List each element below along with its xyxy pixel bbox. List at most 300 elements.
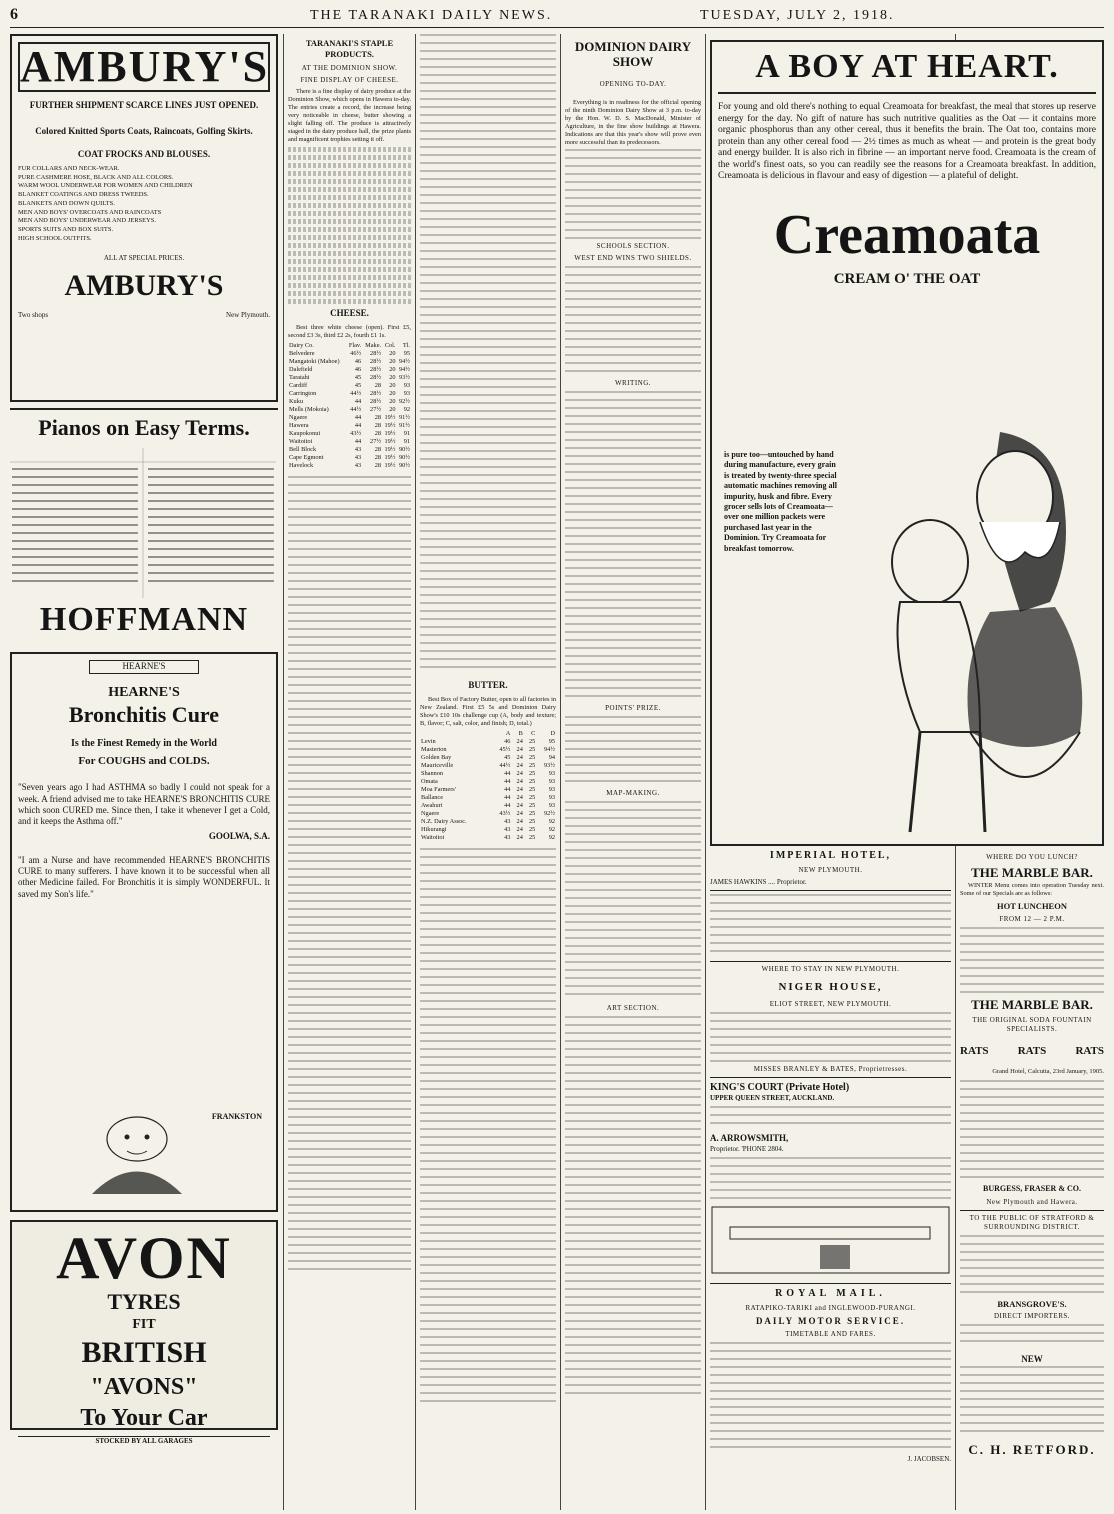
creamoata-body: For young and old there's nothing to equal Creamoata for breakfast, the meal that stores up reserve energy for the day. No gift of nature has such nutritive qualities as the Oat — it contains more organic phosphorus than any other cereal, thus it benefits the brain. The Oat too, contains more protein than any other cereal food — 2½ times as much as wheat — and protein is the great body and energy builder. It is also rich in fibrine — an important nerve food. Creamoata is the cream of the world's finest oats, so you can readily see the reasons for a Creamoata breakfast. In addition, Creamoata is delicious in flavour and easy of digestion — a plateful of delight. [718, 102, 1096, 182]
bransgrove-text [960, 1324, 1104, 1348]
writing-heading: WRITING. [614, 379, 652, 388]
avon-fit: FIT [132, 1317, 156, 1333]
hearnes-tagline: Is the Finest Remedy in the World [71, 737, 217, 749]
new-text [960, 1366, 1104, 1436]
text-line [288, 211, 411, 216]
imperial-text [710, 894, 951, 958]
table-cell: 27½ [370, 438, 382, 446]
table-cell: 24 [516, 745, 523, 753]
table-cell: Cardiff [289, 381, 308, 389]
marble-lunch: HOT LUNCHEON [997, 900, 1067, 911]
hearnes-title: HEARNE'S [108, 684, 180, 700]
table-row [420, 818, 556, 826]
column-rule [560, 34, 561, 1510]
table-cell: 95 [403, 349, 410, 357]
bransgrove-sub: DIRECT IMPORTERS. [993, 1312, 1070, 1321]
table-cell: 25 [529, 794, 536, 802]
pianos-price-grid [10, 448, 276, 598]
marble-title: THE MARBLE BAR. [971, 864, 1093, 880]
table-cell: 93 [403, 381, 410, 389]
table-header [420, 730, 492, 738]
table-cell: 44 [504, 786, 511, 794]
amburys-headline: FURTHER SHIPMENT SCARCE LINES JUST OPENED. [29, 100, 259, 111]
butter-heading: BUTTER. [468, 680, 508, 690]
rats-word: RATS [960, 1045, 989, 1058]
table-row [420, 778, 556, 786]
burgess-name: BURGESS, FRASER & CO. [982, 1184, 1081, 1194]
retford-name: C. H. RETFORD. [968, 1441, 1096, 1457]
table-cell: 28 [374, 446, 382, 454]
table-cell: 19½ [384, 438, 396, 446]
column-2 [288, 34, 411, 1510]
table-cell: Kuku [289, 397, 303, 405]
table-cell: 44 [354, 397, 362, 405]
table-cell: 45½ [499, 745, 511, 753]
table-cell: 94½ [398, 365, 410, 373]
table-cell: 28½ [370, 349, 382, 357]
table-cell: Havelock [289, 462, 314, 470]
table-cell: 43½ [350, 430, 362, 438]
column-3 [420, 34, 556, 1510]
table-cell: Waitoitoi [289, 438, 313, 446]
table-cell: 44 [354, 422, 362, 430]
table-cell: 20 [389, 397, 396, 405]
column-rule [283, 34, 284, 1510]
table-row [420, 802, 556, 810]
hearnes-quote-2: "I am a Nurse and have recommended HEARNE'S BRONCHITIS CURE to many sufferers. I have known it to be successful when all other Medicine failed. For Bronchitis it is simply WONDERFUL. It saved my Son's life." [18, 854, 270, 899]
column-4 [565, 34, 701, 1510]
table-row [288, 454, 411, 462]
map-text [565, 801, 701, 1001]
table-cell: 90½ [398, 446, 410, 454]
avon-avons: "AVONS" [90, 1374, 198, 1401]
text-line [288, 219, 411, 224]
schools-text [565, 266, 701, 376]
table-cell: 44 [354, 438, 362, 446]
table-cell: 91 [403, 430, 410, 438]
table-cell: 24 [516, 802, 523, 810]
table-cell: 19½ [384, 446, 396, 454]
table-row [288, 406, 411, 414]
table-cell: 24 [516, 794, 523, 802]
table-cell: 28½ [370, 397, 382, 405]
points-text [565, 716, 701, 786]
royal-mail-service: DAILY MOTOR SERVICE. [755, 1315, 906, 1326]
amburys-item: BLANKETS AND DOWN QUILTS. [18, 199, 115, 207]
table-cell: 44 [504, 794, 511, 802]
text-line [288, 155, 411, 160]
table-cell: 43 [354, 462, 362, 470]
staple-intro: There is a fine display of dairy produce at the Dominion Show, which opens in Hawera to-day. The entries create a record, the increase being very noticeable in cheese, butter showing a slight falling off. The produce is attractively staged in the dairy produce hall, the prize plants and magnificent trophies setting it off. [288, 87, 411, 143]
table-cell: 44½ [350, 389, 362, 397]
new-title: NEW [1021, 1354, 1043, 1365]
imperial-proprietor: JAMES HAWKINS .... Proprietor. [710, 878, 951, 891]
table-cell: 20 [389, 349, 396, 357]
table-cell: 93 [403, 389, 410, 397]
table-cell: 94½ [398, 357, 410, 365]
text-line [288, 227, 411, 232]
table-cell: 44½ [350, 405, 362, 413]
kings-court-details [710, 1157, 951, 1205]
table-cell: 44 [504, 777, 511, 785]
table-row [420, 754, 556, 762]
amburys-item: MEN AND BOYS' OVERCOATS AND RAINCOATS [18, 208, 162, 216]
table-cell: 94 [548, 753, 555, 761]
table-cell: 19½ [384, 454, 396, 462]
kings-court-phone: Proprietor. 'PHONE 2804. [710, 1144, 784, 1153]
table-row [288, 430, 411, 438]
butter-intro: Best Box of Factory Butter, open to all factories in New Zealand. First £5 5s and Dominion Dairy Show's £10 10s challenge cup (A, body and texture; B, flavor; C, salt, color, and finish; D, total.) [420, 695, 556, 727]
bransgrove-name: BRANSGROVE'S. [997, 1298, 1067, 1309]
avon-stocked: STOCKED BY ALL GARAGES [18, 1436, 270, 1446]
table-cell: 93 [548, 777, 555, 785]
table-row [288, 366, 411, 374]
amburys-logo-footer: AMBURY'S [64, 268, 224, 302]
table-cell: 24 [516, 826, 523, 834]
table-cell: Ngaere [289, 414, 308, 422]
table-row [420, 770, 556, 778]
table-cell: 25 [529, 761, 536, 769]
table-cell: 43 [354, 454, 362, 462]
text-line [288, 203, 411, 208]
table-cell: 20 [389, 357, 396, 365]
art-heading: ART SECTION. [606, 1003, 660, 1012]
table-cell: 28 [374, 430, 382, 438]
dominion-title: DOMINION DAIRY SHOW [574, 39, 692, 69]
avon-ad [10, 1220, 278, 1445]
kings-court-owner: A. ARROWSMITH, [710, 1133, 789, 1144]
table-cell: 28 [374, 462, 382, 470]
text-line [288, 171, 411, 176]
amburys-town: New Plymouth. [226, 310, 270, 319]
niger-text [710, 1012, 951, 1062]
table-header: C [531, 729, 536, 737]
table-cell: Awahuri [421, 802, 443, 810]
amburys-line1: Colored Knitted Sports Coats, Raincoats, Golfing Skirts. [35, 125, 253, 136]
table-cell: 93 [548, 786, 555, 794]
table-cell: Omata [421, 777, 438, 785]
table-header: Make. [365, 341, 382, 349]
table-cell: Dalefield [289, 365, 313, 373]
table-cell: 46 [504, 737, 511, 745]
table-cell: 45 [504, 753, 511, 761]
table-cell: 25 [529, 745, 536, 753]
text-line [288, 259, 411, 264]
amburys-ad [10, 34, 278, 402]
table-cell: 92 [548, 834, 555, 842]
westend-heading: WEST END WINS TWO SHIELDS. [574, 254, 692, 263]
hearnes-place-2: FRANKSTON [211, 1112, 262, 1121]
table-cell: Cape Egmont [289, 454, 324, 462]
table-row [420, 786, 556, 794]
table-cell: 92½ [398, 397, 410, 405]
table-cell: 93½ [398, 373, 410, 381]
table-cell: 91 [403, 438, 410, 446]
table-cell: 25 [529, 753, 536, 761]
table-cell: 43 [354, 446, 362, 454]
column-rule [415, 34, 416, 1510]
table-cell: 24 [516, 810, 523, 818]
table-cell: 94½ [543, 745, 555, 753]
table-cell: 28 [374, 381, 382, 389]
table-row [288, 438, 411, 446]
table-cell: 24 [516, 834, 523, 842]
table-cell: 28½ [370, 357, 382, 365]
table-row [288, 350, 411, 358]
burgess-towns: New Plymouth and Hawera. [986, 1197, 1078, 1206]
creamoata-brand: Creamoata [773, 204, 1041, 267]
table-header: Col. [384, 341, 396, 349]
table-header: B [518, 729, 523, 737]
stratford-heading: TO THE PUBLIC OF STRATFORD & SURROUNDING DISTRICT. [960, 1210, 1104, 1232]
table-row [420, 762, 556, 770]
niger-proprietor: MISSES BRANLEY & BATES, Proprietresses. [753, 1064, 908, 1073]
marble-text [960, 927, 1104, 997]
table-cell: 24 [516, 777, 523, 785]
table-cell: 19½ [384, 430, 396, 438]
table-cell: Ballance [421, 794, 444, 802]
hearnes-product: Bronchitis Cure [68, 702, 220, 728]
avon-british: BRITISH [81, 1336, 207, 1370]
text-line [288, 243, 411, 248]
table-cell: N.Z. Dairy Assoc. [421, 818, 467, 826]
table-row [288, 446, 411, 454]
table-cell: 93½ [543, 761, 555, 769]
table-cell: 43 [504, 826, 511, 834]
points-heading: POINTS' PRIZE. [605, 703, 661, 712]
royal-mail-timetable: TIMETABLE AND FARES. [785, 1330, 876, 1339]
table-header: Dairy Co. [289, 341, 314, 349]
table-row [420, 826, 556, 834]
rats-word: RATS [1075, 1045, 1104, 1058]
amburys-item: BLANKET COATINGS AND DRESS TWEEDS. [18, 191, 149, 199]
amburys-item: MEN AND BOYS' UNDERWEAR AND JERSEYS. [18, 217, 157, 225]
table-cell: Bell Block [289, 446, 317, 454]
table-header: Flav. [348, 341, 362, 349]
text-line [288, 235, 411, 240]
table-cell: 25 [529, 802, 536, 810]
issue-date: TUESDAY, JULY 2, 1918. [700, 8, 895, 23]
table-cell: 45 [354, 381, 362, 389]
table-cell: 25 [529, 818, 536, 826]
rats-word: RATS [1017, 1045, 1047, 1058]
table-cell: 43½ [499, 810, 511, 818]
table-row [420, 794, 556, 802]
table-cell: 24 [516, 737, 523, 745]
hearnes-coughs: For COUGHS and COLDS. [78, 755, 210, 768]
column-rule [705, 34, 706, 1510]
column-6 [960, 850, 1104, 1510]
table-row [288, 382, 411, 390]
table-cell: Carrington [289, 389, 317, 397]
table-cell: 46½ [350, 349, 362, 357]
table-cell: 24 [516, 818, 523, 826]
table-row [288, 390, 411, 398]
niger-address: ELIOT STREET, NEW PLYMOUTH. [769, 999, 892, 1008]
marble-ask: WHERE DO YOU LUNCH? [986, 853, 1078, 861]
text-line [288, 251, 411, 256]
cheese-heading: CHEESE. [330, 307, 369, 318]
text-line [288, 283, 411, 288]
royal-mail-route: RATAPIKO-TARIKI and INGLEWOOD-PURANGI. [745, 1303, 916, 1312]
table-cell: 93 [548, 769, 555, 777]
art-text [565, 1016, 701, 1396]
table-cell: 28 [374, 454, 382, 462]
amburys-line2: COAT FROCKS AND BLOUSES. [77, 149, 211, 160]
table-cell: 91½ [398, 414, 410, 422]
table-row [288, 398, 411, 406]
table-cell: 45 [354, 373, 362, 381]
table-header: A [505, 729, 511, 737]
staple-cheese-subheading: FINE DISPLAY OF CHEESE. [300, 75, 399, 84]
table-cell: Shannon [421, 769, 444, 777]
amburys-item: HIGH SCHOOL OUTFITS. [18, 234, 92, 242]
table-cell: 24 [516, 753, 523, 761]
table-cell: 20 [389, 389, 396, 397]
table-cell: Golden Bay [421, 753, 452, 761]
text-line [288, 291, 411, 296]
writing-text [565, 391, 701, 701]
table-cell: 24 [516, 769, 523, 777]
table-cell: 20 [389, 373, 396, 381]
table-cell: 19½ [384, 422, 396, 430]
creamoata-slogan: CREAM O' THE OAT [833, 271, 981, 288]
table-cell: 90½ [398, 462, 410, 470]
creamoata-side-text: is pure too—untouched by hand during manufacture, every grain is treated by twenty-three special automatic machines removing all impurity, husk and fibre. Every grocer sells lots of Creamoata—over one million packets were purchased last year in the Dominion. Try Creamoata for breakfast tomorrow. [724, 450, 837, 553]
table-cell: 28 [374, 414, 382, 422]
table-cell: Belvedere [289, 349, 315, 357]
imperial-town: NEW PLYMOUTH. [798, 865, 863, 874]
table-cell: 46 [354, 357, 362, 365]
avon-tyres: TYRES [107, 1289, 181, 1314]
text-line [288, 147, 411, 152]
table-cell: 27½ [370, 405, 382, 413]
rats-place: Grand Hotel, Calcutta, 23rd January, 1905. [992, 1068, 1104, 1076]
table-row [288, 414, 411, 422]
creamoata-ad [710, 40, 1104, 846]
royal-mail-agent: J. JACOBSEN. [907, 1455, 951, 1464]
hearnes-place-1: GOOLWA, S.A. [208, 831, 270, 842]
creamoata-headline: A BOY AT HEART. [718, 48, 1096, 94]
table-cell: 25 [529, 777, 536, 785]
marble-menu: WINTER Menu comes into operation Tuesday next. Some of our Specials are as follows: [960, 881, 1104, 897]
kings-court-map [710, 1205, 951, 1275]
pianos-title: Pianos on Easy Terms. [38, 415, 250, 440]
table-cell: 20 [389, 381, 396, 389]
table-cell: 24 [516, 761, 523, 769]
table-header: D [550, 729, 555, 737]
table-row [288, 374, 411, 382]
table-cell: 20 [389, 365, 396, 373]
table-cell: 24 [516, 786, 523, 794]
table-cell: 25 [529, 769, 536, 777]
table-cell: Mangatoki (Mahoe) [289, 357, 340, 365]
hearnes-illustration [72, 1109, 202, 1199]
dominion-intro: Everything is in readiness for the official opening of the ninth Dominion Dairy Show at 3 p.m. to-day by the Hon. W. D. S. MacDonald, Minister of Agriculture, in the fine show buildings at Hawera. Indications are that this year's show will prove even more successful than its predecessors. [565, 98, 701, 147]
staple-title: TARANAKI'S STAPLE PRODUCTS. [305, 38, 394, 59]
newspaper-title: THE TARANAKI DAILY NEWS. [310, 8, 553, 23]
table-cell: Hikurangi [421, 826, 447, 834]
avon-logo: AVON [56, 1225, 232, 1291]
table-cell: Hawera [289, 422, 309, 430]
avon-to-your-car: To Your Car [80, 1405, 208, 1432]
table-cell: 25 [529, 786, 536, 794]
table-cell: 19½ [384, 414, 396, 422]
table-cell: 44 [504, 769, 511, 777]
table-header-row [288, 342, 411, 350]
table-cell: 95 [548, 737, 555, 745]
table-cell: 28½ [370, 365, 382, 373]
text-line [288, 195, 411, 200]
schools-heading: SCHOOLS SECTION. [596, 242, 670, 251]
text-line [288, 179, 411, 184]
rats-banner [960, 1044, 1104, 1058]
table-row [420, 834, 556, 842]
dairy-results-continued [420, 34, 556, 674]
pianos-ad [10, 408, 278, 648]
table-cell: Levin [421, 737, 436, 745]
amburys-item: PURE CASHMERE HOSE, BLACK AND ALL COLORS. [18, 173, 174, 181]
table-cell: Taratahi [289, 373, 310, 381]
table-cell: 28½ [370, 373, 382, 381]
column-1 [10, 34, 278, 1510]
table-cell: 20 [389, 405, 396, 413]
text-line [288, 187, 411, 192]
staple-continued-text [288, 476, 411, 1276]
kings-court-address: UPPER QUEEN STREET, AUCKLAND. [710, 1094, 835, 1103]
creamoata-illustration [850, 402, 1100, 842]
table-cell: 90½ [398, 454, 410, 462]
table-cell: Waitoitoi [421, 834, 445, 842]
amburys-item: SPORTS SUITS AND BOX SUITS. [18, 226, 114, 234]
amburys-prices: ALL AT SPECIAL PRICES. [103, 253, 185, 262]
table-cell: Masterton [421, 745, 447, 753]
table-cell: Ngaere [421, 810, 440, 818]
table-cell: 28 [374, 422, 382, 430]
rats-testimonial [960, 1080, 1104, 1180]
table-row [288, 462, 411, 470]
column-5 [710, 850, 951, 1510]
butter-continued-text [420, 848, 556, 1408]
table-cell: 93 [548, 802, 555, 810]
table-cell: Mells (Mokoia) [289, 405, 329, 413]
table-cell: Moa Farmers' [421, 786, 456, 794]
marble-subtitle: THE ORIGINAL SODA FOUNTAIN SPECIALISTS. [972, 1016, 1092, 1034]
table-cell: 92 [403, 405, 410, 413]
marble-title-2: THE MARBLE BAR. [971, 996, 1093, 1012]
niger-title: NIGER HOUSE, [778, 980, 883, 993]
table-cell: 92 [548, 826, 555, 834]
imperial-title: IMPERIAL HOTEL, [769, 850, 892, 861]
hearnes-quote-1: "Seven years ago I had ASTHMA so badly I could not speak for a week. A friend advised me to take HEARNE'S BRONCHITIS CURE which soon CURED me. Since then, I take it whenever I get a Cold, and it keeps the Asthma off." [18, 782, 270, 827]
map-heading: MAP-MAKING. [606, 788, 660, 797]
pianos-price-table [10, 448, 278, 598]
cheese-class: Best three white cheese (open). First £5, second £3 3s, third £2 2s, fourth £1 1s. [288, 323, 411, 339]
table-cell: 46 [354, 365, 362, 373]
table-cell: 25 [529, 826, 536, 834]
text-line [288, 299, 411, 304]
table-cell: 93 [548, 794, 555, 802]
table-row [420, 746, 556, 754]
table-cell: 19½ [384, 462, 396, 470]
text-line [288, 275, 411, 280]
table-row [288, 358, 411, 366]
table-cell: 25 [529, 810, 536, 818]
amburys-shops: Two shops [18, 310, 49, 319]
cheese-results-table [288, 342, 411, 471]
amburys-footer [18, 311, 270, 320]
kings-court-title: KING'S COURT (Private Hotel) [710, 1077, 951, 1095]
